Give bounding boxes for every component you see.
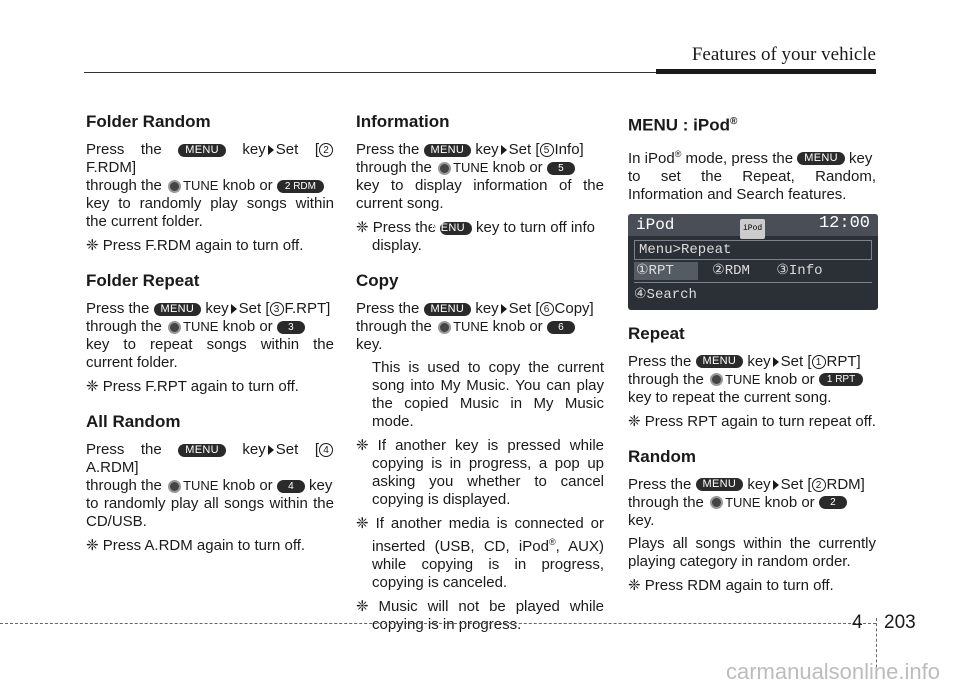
screen-mode-label: iPod — [636, 215, 675, 234]
text: RDM] — [826, 475, 865, 493]
menu-key-icon: MENU — [424, 144, 472, 157]
text: Set [ — [508, 300, 540, 317]
menu-key-icon: MENU — [797, 152, 845, 165]
text: key to display information of the current song. — [356, 177, 604, 212]
tune-knob-icon — [438, 162, 451, 175]
text: MENU : iPod — [628, 115, 730, 135]
header-bar — [656, 69, 876, 74]
folder-random-note: ❈ Press F.RDM again to turn off. — [86, 237, 304, 254]
menu-key-icon: MENU — [178, 444, 226, 457]
text: key to turn off info display. — [372, 219, 596, 254]
key-2-icon: 2 — [819, 496, 847, 509]
tune-knob-icon — [168, 480, 181, 493]
folder-repeat-text — [86, 300, 334, 372]
text: through the — [356, 318, 432, 335]
copy-description: This is used to copy the current song into My Music. You can play the copied Music in My Music mode. — [372, 359, 604, 430]
text: knob or — [222, 318, 273, 335]
ipod-badge-icon: iPod — [740, 219, 765, 239]
menu-ipod-heading — [628, 112, 876, 136]
circled-number-icon: 2 — [319, 143, 333, 157]
screen-option-rpt: ①RPT — [634, 262, 698, 280]
column-left — [86, 108, 334, 561]
copy-note-2 — [356, 515, 604, 592]
text: F.RDM] — [86, 159, 136, 176]
tune-knob-icon — [710, 496, 723, 509]
screen-option-rdm: ②RDM — [712, 262, 750, 279]
key-3-icon: 3 — [277, 321, 305, 334]
arrow-right-icon — [268, 445, 274, 455]
text: key to randomly play songs within the current folder. — [86, 195, 334, 230]
tune-label: TUNE — [725, 494, 761, 510]
text: , AUX) while copying is in progress, copying is canceled. — [372, 538, 604, 591]
circled-number-icon: 4 — [319, 443, 333, 457]
text: to randomly play all songs within the CD/USB. — [86, 495, 334, 530]
arrow-right-icon — [501, 304, 507, 314]
rpt-key-icon: 1 RPT — [819, 373, 863, 386]
repeat-text — [628, 353, 876, 407]
registered-mark: ® — [548, 537, 556, 547]
tune-knob-icon — [710, 373, 723, 386]
text: knob or — [222, 477, 273, 494]
text: key — [309, 477, 333, 494]
menu-key-icon: MENU — [696, 355, 744, 368]
page-header-title: Features of your vehicle — [691, 44, 876, 65]
text: Set [ — [508, 141, 540, 158]
key-4-icon: 4 — [277, 480, 305, 493]
watermark: carmanualsonline.info — [725, 659, 940, 684]
screen-status-bar — [628, 214, 878, 236]
text: key — [747, 352, 771, 370]
tune-knob-icon — [168, 321, 181, 334]
tune-knob-icon — [168, 180, 181, 193]
text: knob or — [764, 493, 815, 511]
arrow-right-icon — [268, 145, 274, 155]
menu-key-icon: MENU — [440, 222, 472, 235]
text: key — [475, 141, 499, 158]
screen-options-row-2 — [634, 286, 872, 304]
screen-divider — [634, 282, 872, 283]
footer-rule — [0, 623, 876, 624]
tune-label: TUNE — [183, 478, 219, 493]
repeat-heading: Repeat — [628, 323, 685, 343]
copy-heading: Copy — [356, 271, 399, 290]
circled-number-icon: 6 — [540, 302, 554, 316]
text: through the — [356, 159, 432, 176]
circled-number-icon: 5 — [540, 143, 554, 157]
screen-options-row-1 — [634, 262, 872, 280]
text: key. — [356, 336, 383, 353]
text: Press the — [86, 441, 162, 458]
column-right — [628, 108, 876, 601]
page-number: 203 — [884, 612, 916, 633]
copy-text — [356, 300, 604, 354]
text: Press the — [86, 300, 150, 317]
tune-label: TUNE — [183, 178, 219, 193]
random-text — [628, 476, 876, 530]
random-description: Plays all songs within the currently playing category in random order. — [628, 534, 876, 570]
tune-label: TUNE — [183, 319, 219, 334]
arrow-right-icon — [501, 145, 507, 155]
ipod-menu-screen — [628, 214, 878, 310]
information-note — [356, 219, 604, 255]
text: Info] — [554, 141, 584, 158]
key-5-icon: 5 — [547, 162, 575, 175]
text: key — [849, 149, 873, 167]
information-heading: Information — [356, 112, 450, 131]
copy-note-1: ❈ If another key is pressed while copying is in progress, a pop up asking you whether to cancel copying is displayed. — [356, 437, 604, 508]
random-heading: Random — [628, 446, 696, 466]
text: through the — [86, 177, 162, 194]
screen-clock: 12:00 — [818, 213, 870, 233]
random-note: ❈ Press RDM again to turn off. — [628, 576, 834, 594]
text: Press the — [356, 141, 420, 158]
menu-key-icon: MENU — [154, 303, 202, 316]
menu-key-icon: MENU — [424, 303, 472, 316]
text: RPT] — [826, 352, 861, 370]
arrow-right-icon — [773, 480, 779, 490]
text: key. — [628, 511, 655, 529]
arrow-right-icon — [231, 304, 237, 314]
all-random-heading: All Random — [86, 412, 181, 431]
information-text — [356, 141, 604, 213]
text: Press the — [628, 352, 692, 370]
text: mode, press the — [681, 149, 794, 167]
tune-knob-icon — [438, 321, 451, 334]
text: Set [ — [780, 352, 812, 370]
text: In iPod — [628, 149, 675, 167]
text: A.RDM] — [86, 459, 139, 476]
copy-note-3: ❈ Music will not be played while copying is in progress. — [356, 598, 604, 633]
text: through the — [628, 370, 704, 388]
chapter-number: 4 — [852, 612, 863, 633]
key-6-icon: 6 — [547, 321, 575, 334]
text: Press the — [86, 141, 162, 158]
tune-label: TUNE — [453, 160, 489, 175]
text: Set [ — [275, 441, 319, 458]
column-middle — [356, 108, 604, 640]
all-random-text — [86, 441, 334, 531]
circled-number-icon: 2 — [812, 478, 826, 492]
text: key — [475, 300, 499, 317]
registered-mark: ® — [674, 148, 682, 159]
tune-label: TUNE — [725, 371, 761, 387]
screen-option-search: ④Search — [634, 286, 697, 303]
text: key — [747, 475, 771, 493]
folder-repeat-heading: Folder Repeat — [86, 271, 200, 290]
text: Press the — [356, 300, 420, 317]
tune-label: TUNE — [453, 319, 489, 334]
text: Set [ — [275, 141, 319, 158]
folder-random-text — [86, 141, 334, 231]
text: Copy] — [554, 300, 594, 317]
text: knob or — [492, 318, 543, 335]
rdm-key-icon: 2 RDM — [277, 180, 324, 193]
folder-repeat-note: ❈ Press F.RPT again to turn off. — [86, 378, 299, 395]
text: key to repeat songs within the current folder. — [86, 336, 334, 371]
text: key — [242, 141, 266, 158]
text: ❈ If another media is connected or inserted (USB, CD, iPod — [356, 515, 604, 555]
circled-number-icon: 3 — [270, 302, 284, 316]
text: through the — [86, 318, 162, 335]
repeat-note: ❈ Press RPT again to turn repeat off. — [628, 412, 876, 430]
menu-key-icon: MENU — [178, 144, 226, 157]
text: key to repeat the current song. — [628, 388, 832, 406]
text: through the — [86, 477, 162, 494]
menu-key-icon: MENU — [696, 478, 744, 491]
text: key — [242, 441, 266, 458]
folder-random-heading: Folder Random — [86, 112, 211, 131]
text: knob or — [764, 370, 815, 388]
all-random-note: ❈ Press A.RDM again to turn off. — [86, 537, 306, 554]
text: through the — [628, 493, 704, 511]
text: Set [ — [780, 475, 812, 493]
text: knob or — [222, 177, 273, 194]
text: Set [ — [238, 300, 270, 317]
text: Press the — [628, 475, 692, 493]
text: knob or — [492, 159, 543, 176]
text: F.RPT] — [284, 300, 331, 317]
text: ❈ Press the — [356, 219, 437, 236]
text: key — [205, 300, 229, 317]
screen-menu-path: Menu>Repeat — [634, 240, 872, 260]
arrow-right-icon — [773, 357, 779, 367]
circled-number-icon: 1 — [812, 355, 826, 369]
text: to set the Repeat, Random, Information and Search features. — [628, 167, 876, 203]
menu-ipod-text — [628, 145, 876, 204]
registered-mark: ® — [730, 116, 738, 127]
screen-option-info: ③Info — [776, 262, 823, 279]
